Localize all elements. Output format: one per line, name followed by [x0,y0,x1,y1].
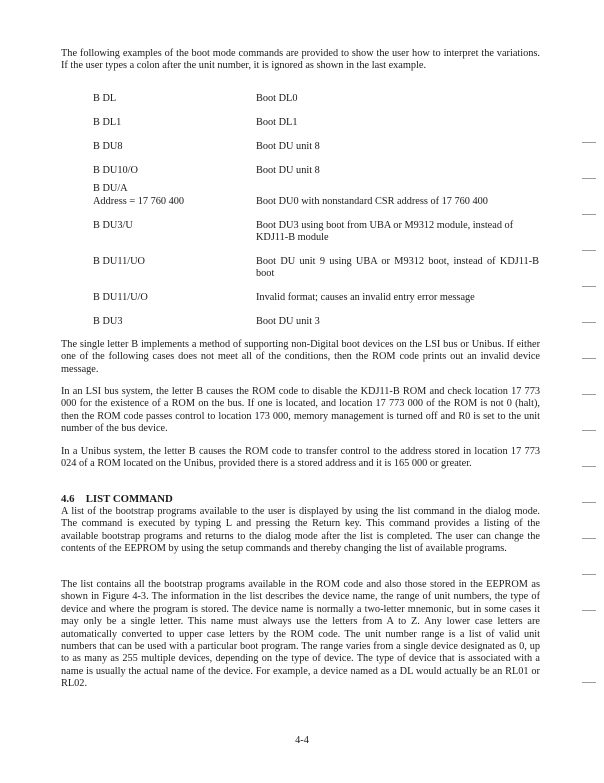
example-command-address: Address = 17 760 400 [93,196,185,207]
example-command: B DU8 [93,141,123,152]
change-bar [582,322,596,323]
example-description: Boot DU unit 3 [256,316,320,327]
section-number: 4.6 [61,493,75,505]
change-bar [582,610,596,611]
change-bar [582,466,596,467]
example-description: Boot DU3 using boot from UBA or M9312 module, instead of KDJ11-B module [256,220,514,244]
intro-paragraph: The following examples of the boot mode commands are provided to show the user how to interpret the variations. If the user types a colon after the unit number, it is ignored as shown in the last example. [61,48,540,72]
lsi-bus-paragraph: In an LSI bus system, the letter B causes the ROM code to disable the KDJ11-B ROM and check location 17 773 000 for the existence of a ROM on the bus. If one is located, and location 17 773 000 of the ROM is not 0 (halt), then the ROM code passes control to location 173 000, memory management is turned off and R0 is set to the unit number of the bus device. [61,386,540,435]
example-command: B DU3 [93,316,123,327]
change-bar [582,286,596,287]
single-letter-paragraph: The single letter B implements a method of supporting non-Digital boot devices on the LSI bus or Unibus. If either one of the following cases does not meet all of the conditions, then the ROM code prints out an invalid device message. [61,339,540,375]
example-command: B DU3/U [93,220,133,231]
example-command: B DU10/O [93,165,138,176]
example-command: B DL [93,93,117,104]
change-bar [582,682,596,683]
change-bar [582,502,596,503]
section-heading [61,493,173,505]
change-bar [582,358,596,359]
change-bar [582,538,596,539]
example-command: B DU/A [93,183,128,194]
list-command-paragraph: A list of the bootstrap programs available to the user is displayed by using the list command in the dialog mode. The command is executed by typing L and pressing the Return key. This command provides a listing of the available bootstrap programs and returns to the dialog mode after the list is completed. The user can change the contents of the EEPROM by using the setup commands and thereby changing the list of available programs. [61,506,540,555]
example-command: B DU11/U/O [93,292,148,303]
change-bar [582,430,596,431]
unibus-paragraph: In a Unibus system, the letter B causes the ROM code to transfer control to the address stored in location 17 773 024 of a ROM located on the Unibus, provided there is a stored address and it is 165 000 or greater. [61,446,540,470]
example-description: Boot DL1 [256,117,298,128]
example-description: Invalid format; causes an invalid entry error message [256,292,475,303]
list-contents-paragraph: The list contains all the bootstrap programs available in the ROM code and also those stored in the EEPROM as shown in Figure 4-3. The information in the list describes the device name, the range of unit numbers, the type of device and where the program is stored. The device name is normally a two-letter mnemonic, but in some cases it may only be a single letter. This name must always use the letters from A to Z. Any lower case letters are automatically converted to upper case letters by the ROM code. The unit number range is a list of valid unit numbers that can be used with a particular boot program. The range varies from a single device designated as 0, up to as many as 255 multiple devices, depending on the type of device. The type of device that is associated with a name is usually the actual name of the device. For example, a device named as a DL would actually be an RL01 or RL02. [61,579,540,690]
example-description: Boot DU unit 8 [256,141,320,152]
example-command: B DU11/UO [93,256,145,267]
change-bar [582,178,596,179]
section-title: LIST COMMAND [85,493,173,505]
change-bar [582,142,596,143]
example-command: B DL1 [93,117,122,128]
example-description: Boot DL0 [256,93,298,104]
change-bar [582,214,596,215]
page-number: 4-4 [295,735,309,746]
example-description: Boot DU0 with nonstandard CSR address of 17 760 400 [256,196,488,207]
change-bar [582,574,596,575]
change-bar [582,394,596,395]
example-description: Boot DU unit 8 [256,165,320,176]
example-description: Boot DU unit 9 using UBA or M9312 boot, instead of KDJ11-B boot [256,256,539,280]
change-bar [582,250,596,251]
